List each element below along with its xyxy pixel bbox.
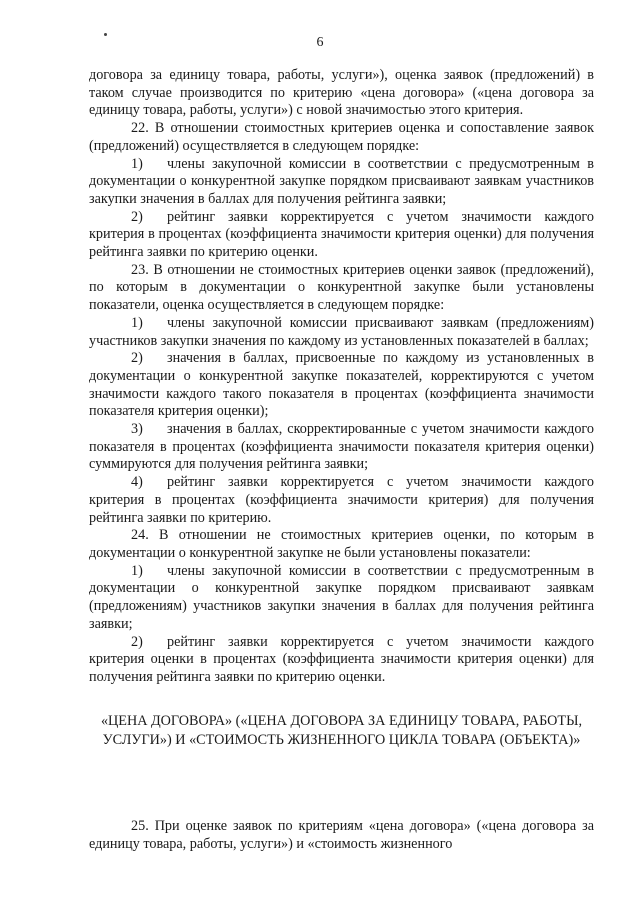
document-body: [89, 67, 594, 687]
list-item: [89, 209, 594, 262]
list-item-text: члены закупочной комиссии в соответствии с предусмотренным в документации о конкурентной закупке порядком присваивают заявкам участников закупки значения в баллах для получения рейтинга заявки;: [89, 155, 594, 207]
paragraph-23: 23. В отношении не стоимостных критериев оценки заявок (предложений), по которым в документации о конкурентной закупке были установлены показатели, оценка осуществляется в следующем порядке:: [89, 261, 594, 314]
paragraph-22: 22. В отношении стоимостных критериев оценка и сопоставление заявок (предложений) осуществляется в следующем порядке:: [89, 120, 594, 154]
list-item-text: рейтинг заявки корректируется с учетом значимости каждого критерия в процентах (коэффициента значимости критерия) для получения рейтинга заявки по критерию.: [89, 474, 594, 526]
list-item-text: члены закупочной комиссии в соответствии с предусмотренным в документации о конкурентной закупке порядком присваивают заявкам (предложениям) участников закупки значения в баллах для получения рейтинга заявки;: [89, 562, 594, 632]
list-item-number: 1): [131, 314, 143, 331]
list-item-text: значения в баллах, присвоенные по каждому из установленных в документации о конкурентной закупке показателей, корректируются с учетом значимости каждого такого показателя в процентах (коэффициента значимости показателя критерия оценки);: [89, 350, 594, 420]
list-item: [89, 156, 594, 209]
list-item: [89, 421, 594, 474]
paragraph-24: 24. В отношении не стоимостных критериев оценки, по которым в документации о конкурентной закупке не были установлены показатели:: [89, 527, 594, 561]
list-item: [89, 563, 594, 634]
list-item-text: рейтинг заявки корректируется с учетом значимости каждого критерия оценки в процентах (коэффициента значимости критерия оценки) для получения рейтинга заявки по критерию оценки.: [89, 633, 594, 685]
paragraph-25: 25. При оценке заявок по критериям «цена договора» («цена договора за единицу товара, работы, услуги») и «стоимость жизненного: [89, 818, 594, 852]
list-item-number: 2): [131, 633, 143, 650]
list-item: [89, 474, 594, 527]
list-item: [89, 315, 594, 350]
list-item-number: 3): [131, 421, 143, 438]
list-item-text: рейтинг заявки корректируется с учетом значимости каждого критерия в процентах (коэффициента значимости критерия оценки) для получения рейтинга заявки по критерию оценки.: [89, 208, 594, 261]
paragraph-continuation: договора за единицу товара, работы, услуги»), оценка заявок (предложений) в таком случае производится по критерию «цена договора» («цена договора за единицу товара, работы, услуги») с новой значимостью этого критерия.: [89, 67, 594, 119]
list-item-number: 2): [131, 350, 143, 367]
list-item-text: значения в баллах, скорректированные с учетом значимости каждого показателя в процентах (коэффициента значимости показателя критерия оценки) суммируются для получения рейтинга заявки;: [89, 421, 594, 473]
list-item: [89, 634, 594, 687]
section-heading: «ЦЕНА ДОГОВОРА» («ЦЕНА ДОГОВОРА ЗА ЕДИНИЦУ ТОВАРА, РАБОТЫ, УСЛУГИ») И «СТОИМОСТЬ ЖИЗНЕННОГО ЦИКЛА ТОВАРА (ОБЪЕКТА)»: [100, 713, 583, 748]
list-item-number: 4): [131, 474, 143, 491]
list-item-number: 1): [131, 155, 143, 172]
list-item: [89, 350, 594, 421]
document-body-continued: [89, 818, 594, 853]
list-item-text: члены закупочной комиссии присваивают заявкам (предложениям) участников закупки значения по каждому из установленных показателей в баллах;: [89, 314, 594, 349]
list-item-number: 1): [131, 562, 143, 579]
page-number: 6: [316, 35, 324, 50]
list-item-number: 2): [131, 208, 143, 225]
